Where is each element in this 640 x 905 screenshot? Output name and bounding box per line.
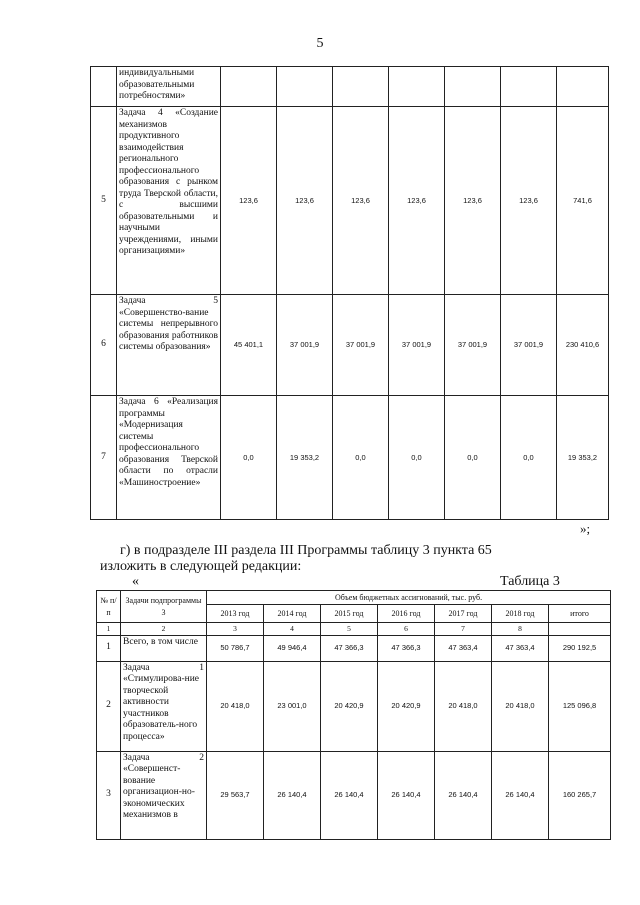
value-cell: 125 096,8 [549,661,611,751]
value-cell: 19 353,2 [557,396,609,520]
column-number: 2 [121,623,207,636]
column-number: 1 [97,623,121,636]
table-row [91,107,609,295]
task-cell: Задача 2 «Совершенст-вование организацион-но-экономических механизмов в [121,751,207,839]
row-number: 7 [91,396,117,520]
column-number: 8 [492,623,549,636]
year-header: 2016 год [378,605,435,623]
value-cell [501,67,557,107]
table-row [97,635,611,661]
table-title: Таблица 3 [500,574,560,589]
amendment-paragraph-line-2: изложить в следующей редакции: [100,559,302,574]
value-cell: 26 140,4 [378,751,435,839]
value-cell [333,67,389,107]
value-cell: 47 366,3 [378,635,435,661]
value-cell: 123,6 [277,107,333,295]
value-cell: 45 401,1 [221,295,277,396]
value-cell: 37 001,9 [389,295,445,396]
value-cell: 26 140,4 [435,751,492,839]
value-cell: 26 140,4 [264,751,321,839]
value-cell: 26 140,4 [321,751,378,839]
value-cell [557,67,609,107]
column-number: 6 [378,623,435,636]
value-cell: 0,0 [389,396,445,520]
budget-table-continued [90,66,609,520]
value-cell: 37 001,9 [501,295,557,396]
value-cell [221,67,277,107]
amendment-paragraph-line-1: г) в подразделе III раздела III Программы таблицу 3 пункта 65 [120,543,492,558]
value-cell: 0,0 [333,396,389,520]
year-header: 2015 год [321,605,378,623]
value-cell: 123,6 [221,107,277,295]
closing-quote: »; [580,521,591,536]
year-header: 2014 год [264,605,321,623]
value-cell: 123,6 [445,107,501,295]
total-header: итого [549,605,611,623]
task-cell: Задача 5 «Совершенство-вание системы непрерывного образования работников системы образования» [117,295,221,396]
value-cell: 123,6 [501,107,557,295]
task-cell: Задача 6 «Реализация программы «Модернизация системы профессионального образования Тверской области по отрасли «Машиностроение» [117,396,221,520]
column-number: 3 [207,623,264,636]
value-cell: 741,6 [557,107,609,295]
row-number: 2 [97,661,121,751]
column-number: 7 [435,623,492,636]
value-cell: 26 140,4 [492,751,549,839]
value-cell: 290 192,5 [549,635,611,661]
value-cell [389,67,445,107]
value-cell: 20 418,0 [207,661,264,751]
value-cell: 230 410,6 [557,295,609,396]
table-row [91,295,609,396]
value-cell: 47 363,4 [435,635,492,661]
row-number [91,67,117,107]
task-cell: Задача 1 «Стимулирова-ние творческой активности участников образователь-ного процесса» [121,661,207,751]
value-cell: 50 786,7 [207,635,264,661]
value-cell: 37 001,9 [445,295,501,396]
value-cell: 123,6 [389,107,445,295]
value-cell: 0,0 [445,396,501,520]
value-cell: 20 418,0 [492,661,549,751]
value-cell: 37 001,9 [333,295,389,396]
table-row [91,396,609,520]
year-header: 2013 год [207,605,264,623]
year-header: 2017 год [435,605,492,623]
value-cell: 123,6 [333,107,389,295]
column-number: 4 [264,623,321,636]
row-number: 3 [97,751,121,839]
year-header: 2018 год [492,605,549,623]
value-cell: 20 418,0 [435,661,492,751]
value-cell: 47 366,3 [321,635,378,661]
row-number: 5 [91,107,117,295]
task-cell: Задача 4 «Создание механизмов продуктивного взаимодействия регионального профессионального образования с рынком труда Тверской области, с высшими образовательными и научными учреждениями, иными организациями» [117,107,221,295]
value-cell [277,67,333,107]
header-budget: Объем бюджетных ассигнований, тыс. руб. [207,591,611,605]
column-number-row [97,623,611,636]
value-cell: 23 001,0 [264,661,321,751]
row-number: 6 [91,295,117,396]
value-cell: 47 363,4 [492,635,549,661]
value-cell: 19 353,2 [277,396,333,520]
page-number: 5 [316,36,324,51]
task-cell: Всего, в том числе [121,635,207,661]
column-number: 5 [321,623,378,636]
table-row [91,67,609,107]
table-row [97,751,611,839]
value-cell: 0,0 [501,396,557,520]
value-cell: 20 420,9 [378,661,435,751]
value-cell: 20 420,9 [321,661,378,751]
value-cell: 29 563,7 [207,751,264,839]
value-cell: 0,0 [221,396,277,520]
header-row [97,591,611,605]
value-cell [445,67,501,107]
opening-quote: « [132,574,139,589]
value-cell: 49 946,4 [264,635,321,661]
row-number: 1 [97,635,121,661]
task-cell: индивидуальными образовательными потребностями» [117,67,221,107]
column-number [549,623,611,636]
budget-table-3 [96,590,611,840]
value-cell: 160 265,7 [549,751,611,839]
header-number: № п/п [97,591,121,623]
header-tasks: Задачи подпрограммы 3 [121,591,207,623]
table-row [97,661,611,751]
value-cell: 37 001,9 [277,295,333,396]
